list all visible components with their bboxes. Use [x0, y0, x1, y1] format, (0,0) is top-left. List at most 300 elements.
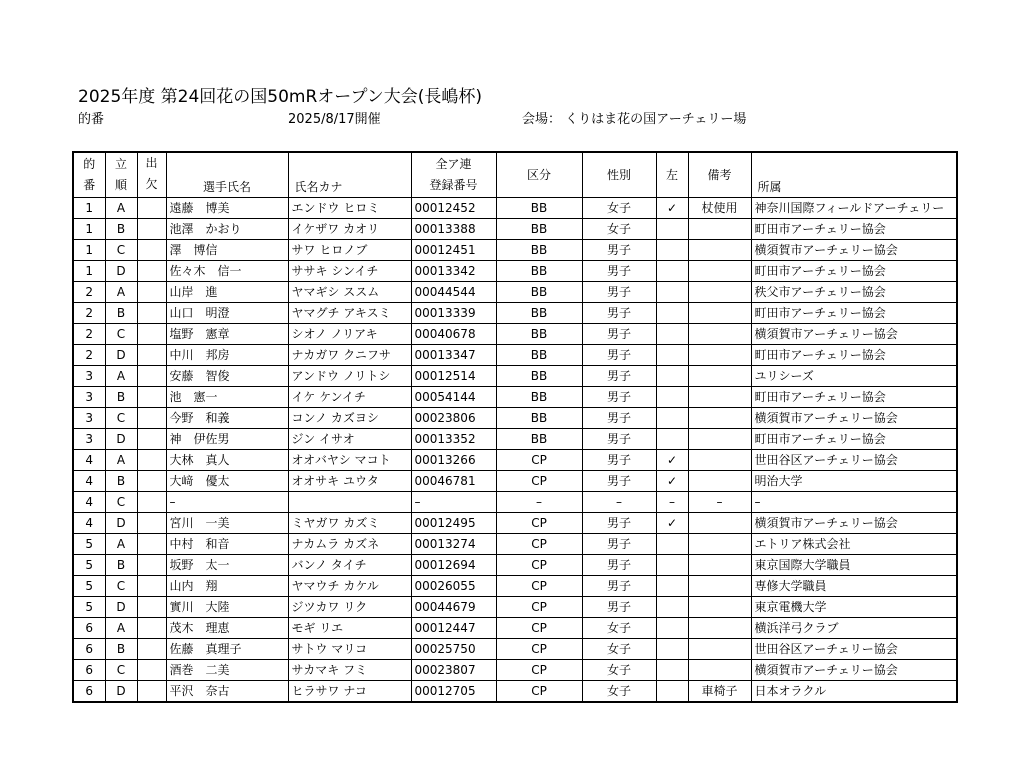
cell-division: CP [496, 513, 582, 534]
cell-reg: 00026055 [411, 576, 496, 597]
cell-left [656, 366, 688, 387]
cell-reg: 00013339 [411, 303, 496, 324]
cell-order: B [105, 303, 137, 324]
cell-club: 明治大学 [751, 471, 957, 492]
cell-name: 遠藤 博美 [166, 198, 288, 219]
cell-order: B [105, 639, 137, 660]
cell-order: C [105, 660, 137, 681]
cell-target: 3 [73, 387, 105, 408]
cell-order: A [105, 198, 137, 219]
cell-target: 3 [73, 408, 105, 429]
cell-absence [137, 429, 166, 450]
cell-absence [137, 387, 166, 408]
cell-absence [137, 345, 166, 366]
table-row [73, 597, 957, 618]
cell-target: 4 [73, 492, 105, 513]
cell-name: – [166, 492, 288, 513]
cell-kana: ヤマギシ ススム [288, 282, 411, 303]
cell-gender: 女子 [582, 198, 656, 219]
cell-note [688, 450, 751, 471]
cell-kana: サトウ マリコ [288, 639, 411, 660]
cell-gender: 男子 [582, 240, 656, 261]
cell-order: C [105, 240, 137, 261]
venue: 会場： くりはま花の国アーチェリー場 [522, 112, 747, 127]
cell-order: D [105, 513, 137, 534]
cell-club: ユリシーズ [751, 366, 957, 387]
cell-club: 横須賀市アーチェリー協会 [751, 513, 957, 534]
cell-reg: 00012447 [411, 618, 496, 639]
cell-target: 1 [73, 198, 105, 219]
cell-name: 實川 大陸 [166, 597, 288, 618]
cell-club: 日本オラクル [751, 681, 957, 703]
cell-target: 6 [73, 660, 105, 681]
cell-division: BB [496, 282, 582, 303]
cell-note [688, 366, 751, 387]
cell-gender: 女子 [582, 219, 656, 240]
cell-note [688, 282, 751, 303]
page-title: 2025年度 第24回花の国50mRオープン大会(長嶋杯) [78, 87, 483, 107]
cell-reg: 00044544 [411, 282, 496, 303]
cell-reg: 00054144 [411, 387, 496, 408]
cell-kana: ミヤガワ カズミ [288, 513, 411, 534]
cell-name: 安藤 智俊 [166, 366, 288, 387]
cell-name: 池 憲一 [166, 387, 288, 408]
cell-left [656, 555, 688, 576]
event-date: 2025/8/17開催 [288, 112, 381, 127]
cell-note [688, 660, 751, 681]
col-note: 備考 [688, 152, 751, 198]
cell-division: CP [496, 576, 582, 597]
cell-target: 5 [73, 597, 105, 618]
cell-left [656, 576, 688, 597]
cell-division: CP [496, 555, 582, 576]
cell-target: 3 [73, 366, 105, 387]
cell-reg: 00013266 [411, 450, 496, 471]
col-absence: 出 欠 [137, 152, 166, 198]
cell-kana: エンドウ ヒロミ [288, 198, 411, 219]
cell-kana: シオノ ノリアキ [288, 324, 411, 345]
cell-order: D [105, 261, 137, 282]
cell-order: A [105, 282, 137, 303]
cell-gender: 男子 [582, 555, 656, 576]
cell-order: B [105, 387, 137, 408]
cell-absence [137, 240, 166, 261]
cell-reg: 00013342 [411, 261, 496, 282]
cell-left [656, 639, 688, 660]
cell-absence [137, 534, 166, 555]
cell-club: 町田市アーチェリー協会 [751, 303, 957, 324]
cell-target: 5 [73, 534, 105, 555]
cell-division: BB [496, 324, 582, 345]
table-row [73, 408, 957, 429]
cell-target: 2 [73, 345, 105, 366]
cell-division: – [496, 492, 582, 513]
cell-reg: 00013388 [411, 219, 496, 240]
cell-note [688, 618, 751, 639]
cell-club: 町田市アーチェリー協会 [751, 345, 957, 366]
cell-gender: 男子 [582, 534, 656, 555]
cell-note [688, 597, 751, 618]
cell-division: CP [496, 450, 582, 471]
cell-order: B [105, 555, 137, 576]
cell-gender: 男子 [582, 513, 656, 534]
cell-gender: 男子 [582, 324, 656, 345]
cell-club: 専修大学職員 [751, 576, 957, 597]
cell-division: BB [496, 261, 582, 282]
cell-gender: 男子 [582, 576, 656, 597]
cell-absence [137, 303, 166, 324]
cell-left [656, 261, 688, 282]
cell-note [688, 408, 751, 429]
cell-kana: オオバヤシ マコト [288, 450, 411, 471]
table-row [73, 366, 957, 387]
cell-note [688, 555, 751, 576]
cell-division: CP [496, 618, 582, 639]
cell-division: CP [496, 639, 582, 660]
cell-name: 今野 和義 [166, 408, 288, 429]
cell-note [688, 219, 751, 240]
cell-left [656, 408, 688, 429]
cell-left [656, 240, 688, 261]
cell-gender: – [582, 492, 656, 513]
cell-gender: 男子 [582, 471, 656, 492]
cell-absence [137, 555, 166, 576]
cell-order: A [105, 450, 137, 471]
cell-club: 町田市アーチェリー協会 [751, 387, 957, 408]
cell-kana [288, 492, 411, 513]
cell-target: 1 [73, 240, 105, 261]
cell-gender: 女子 [582, 639, 656, 660]
cell-order: A [105, 618, 137, 639]
cell-club: 町田市アーチェリー協会 [751, 429, 957, 450]
table-row [73, 240, 957, 261]
cell-left [656, 429, 688, 450]
cell-order: D [105, 597, 137, 618]
cell-left: ✓ [656, 198, 688, 219]
cell-absence [137, 639, 166, 660]
cell-order: D [105, 345, 137, 366]
cell-name: 池澤 かおり [166, 219, 288, 240]
cell-name: 佐藤 真理子 [166, 639, 288, 660]
cell-kana: イケ ケンイチ [288, 387, 411, 408]
cell-target: 4 [73, 513, 105, 534]
table-row [73, 513, 957, 534]
cell-absence [137, 324, 166, 345]
cell-absence [137, 366, 166, 387]
cell-gender: 男子 [582, 282, 656, 303]
cell-kana: ササキ シンイチ [288, 261, 411, 282]
cell-note [688, 303, 751, 324]
cell-club: 神奈川国際フィールドアーチェリー [751, 198, 957, 219]
cell-club: 東京電機大学 [751, 597, 957, 618]
cell-target: 2 [73, 282, 105, 303]
cell-name: 大﨑 優太 [166, 471, 288, 492]
cell-gender: 男子 [582, 429, 656, 450]
cell-absence [137, 450, 166, 471]
table-row [73, 429, 957, 450]
cell-reg: 00013274 [411, 534, 496, 555]
cell-note: – [688, 492, 751, 513]
cell-gender: 女子 [582, 681, 656, 703]
table-row [73, 492, 957, 513]
cell-reg: – [411, 492, 496, 513]
cell-division: CP [496, 597, 582, 618]
table-row [73, 387, 957, 408]
cell-name: 宮川 一美 [166, 513, 288, 534]
cell-reg: 00012694 [411, 555, 496, 576]
cell-target: 5 [73, 555, 105, 576]
cell-target: 6 [73, 681, 105, 703]
cell-gender: 男子 [582, 261, 656, 282]
cell-note [688, 639, 751, 660]
cell-note [688, 387, 751, 408]
cell-division: BB [496, 198, 582, 219]
cell-reg: 00025750 [411, 639, 496, 660]
cell-division: CP [496, 471, 582, 492]
cell-note: 車椅子 [688, 681, 751, 703]
cell-club: 横須賀市アーチェリー協会 [751, 240, 957, 261]
cell-division: CP [496, 534, 582, 555]
cell-kana: ヤマウチ カケル [288, 576, 411, 597]
cell-absence [137, 261, 166, 282]
cell-club: – [751, 492, 957, 513]
cell-reg: 00046781 [411, 471, 496, 492]
cell-target: 2 [73, 324, 105, 345]
cell-left [656, 303, 688, 324]
cell-absence [137, 681, 166, 703]
cell-note [688, 324, 751, 345]
col-club: 所属 [751, 152, 957, 198]
cell-kana: コンノ カズヨシ [288, 408, 411, 429]
cell-left: ✓ [656, 513, 688, 534]
cell-kana: ナカガワ クニフサ [288, 345, 411, 366]
cell-order: B [105, 471, 137, 492]
cell-name: 酒巻 二美 [166, 660, 288, 681]
table-row [73, 345, 957, 366]
cell-club: 横須賀市アーチェリー協会 [751, 408, 957, 429]
cell-division: BB [496, 240, 582, 261]
cell-absence [137, 408, 166, 429]
cell-reg: 00012452 [411, 198, 496, 219]
cell-left: ✓ [656, 471, 688, 492]
cell-division: CP [496, 681, 582, 703]
cell-club: 世田谷区アーチェリー協会 [751, 450, 957, 471]
cell-division: BB [496, 408, 582, 429]
cell-left [656, 597, 688, 618]
cell-absence [137, 492, 166, 513]
cell-target: 2 [73, 303, 105, 324]
cell-order: C [105, 324, 137, 345]
cell-gender: 男子 [582, 366, 656, 387]
cell-division: BB [496, 219, 582, 240]
cell-absence [137, 597, 166, 618]
table-row [73, 681, 957, 703]
table-row [73, 282, 957, 303]
cell-target: 6 [73, 618, 105, 639]
cell-kana: イケザワ カオリ [288, 219, 411, 240]
col-name: 選手氏名 [166, 152, 288, 198]
cell-left [656, 324, 688, 345]
cell-division: CP [496, 660, 582, 681]
cell-reg: 00012451 [411, 240, 496, 261]
cell-left [656, 618, 688, 639]
cell-order: A [105, 534, 137, 555]
cell-gender: 女子 [582, 618, 656, 639]
col-kana: 氏名カナ [288, 152, 411, 198]
cell-name: 茂木 理恵 [166, 618, 288, 639]
table-row [73, 303, 957, 324]
cell-club: エトリア株式会社 [751, 534, 957, 555]
cell-order: A [105, 366, 137, 387]
cell-left [656, 219, 688, 240]
cell-reg: 00023807 [411, 660, 496, 681]
col-order: 立 順 [105, 152, 137, 198]
cell-note [688, 471, 751, 492]
table-row [73, 471, 957, 492]
cell-club: 世田谷区アーチェリー協会 [751, 639, 957, 660]
cell-gender: 男子 [582, 387, 656, 408]
cell-absence [137, 513, 166, 534]
cell-club: 横須賀市アーチェリー協会 [751, 660, 957, 681]
table-row [73, 198, 957, 219]
cell-club: 町田市アーチェリー協会 [751, 261, 957, 282]
cell-kana: ヒラサワ ナコ [288, 681, 411, 703]
cell-note [688, 345, 751, 366]
cell-note [688, 429, 751, 450]
cell-note [688, 534, 751, 555]
cell-name: 山岸 進 [166, 282, 288, 303]
col-reg: 全ア連 登録番号 [411, 152, 496, 198]
cell-absence [137, 618, 166, 639]
table-row [73, 324, 957, 345]
cell-target: 4 [73, 450, 105, 471]
cell-order: B [105, 219, 137, 240]
table-row [73, 450, 957, 471]
cell-note: 杖使用 [688, 198, 751, 219]
cell-left: – [656, 492, 688, 513]
roster-table [72, 151, 958, 703]
table-header-row [73, 152, 957, 198]
cell-target: 6 [73, 639, 105, 660]
cell-kana: モギ リエ [288, 618, 411, 639]
cell-kana: アンドウ ノリトシ [288, 366, 411, 387]
cell-kana: ヤマグチ アキスミ [288, 303, 411, 324]
cell-order: C [105, 492, 137, 513]
cell-order: D [105, 429, 137, 450]
cell-gender: 男子 [582, 303, 656, 324]
col-division: 区分 [496, 152, 582, 198]
cell-kana: サカマキ フミ [288, 660, 411, 681]
cell-division: BB [496, 429, 582, 450]
cell-club: 東京国際大学職員 [751, 555, 957, 576]
col-gender: 性別 [582, 152, 656, 198]
cell-target: 5 [73, 576, 105, 597]
cell-order: C [105, 408, 137, 429]
table-row [73, 261, 957, 282]
cell-name: 中川 邦房 [166, 345, 288, 366]
table-row [73, 576, 957, 597]
cell-note [688, 576, 751, 597]
cell-name: 神 伊佐男 [166, 429, 288, 450]
cell-reg: 00040678 [411, 324, 496, 345]
cell-gender: 男子 [582, 408, 656, 429]
cell-left [656, 345, 688, 366]
cell-reg: 00013352 [411, 429, 496, 450]
col-left: 左 [656, 152, 688, 198]
cell-absence [137, 198, 166, 219]
cell-club: 町田市アーチェリー協会 [751, 219, 957, 240]
cell-club: 横浜洋弓クラブ [751, 618, 957, 639]
cell-gender: 男子 [582, 597, 656, 618]
cell-gender: 女子 [582, 660, 656, 681]
cell-kana: ジツカワ リク [288, 597, 411, 618]
col-target: 的 番 [73, 152, 105, 198]
table-row [73, 219, 957, 240]
cell-reg: 00023806 [411, 408, 496, 429]
table-row [73, 660, 957, 681]
cell-absence [137, 219, 166, 240]
cell-gender: 男子 [582, 450, 656, 471]
cell-left [656, 681, 688, 703]
target-label: 的番 [78, 112, 105, 127]
cell-left [656, 534, 688, 555]
cell-gender: 男子 [582, 345, 656, 366]
cell-reg: 00012514 [411, 366, 496, 387]
cell-name: 坂野 太一 [166, 555, 288, 576]
cell-name: 山内 翔 [166, 576, 288, 597]
cell-name: 大林 真人 [166, 450, 288, 471]
cell-left [656, 387, 688, 408]
cell-absence [137, 660, 166, 681]
cell-note [688, 240, 751, 261]
table-row [73, 555, 957, 576]
cell-absence [137, 282, 166, 303]
cell-reg: 00012495 [411, 513, 496, 534]
cell-kana: バンノ タイチ [288, 555, 411, 576]
cell-target: 3 [73, 429, 105, 450]
cell-kana: ナカムラ カズネ [288, 534, 411, 555]
cell-absence [137, 471, 166, 492]
cell-reg: 00044679 [411, 597, 496, 618]
cell-target: 1 [73, 261, 105, 282]
cell-absence [137, 576, 166, 597]
table-row [73, 534, 957, 555]
cell-division: BB [496, 387, 582, 408]
cell-division: BB [496, 345, 582, 366]
cell-order: D [105, 681, 137, 703]
cell-order: C [105, 576, 137, 597]
cell-name: 山口 明澄 [166, 303, 288, 324]
cell-left [656, 282, 688, 303]
cell-target: 4 [73, 471, 105, 492]
cell-kana: ジン イサオ [288, 429, 411, 450]
cell-division: BB [496, 303, 582, 324]
table-row [73, 639, 957, 660]
table-row [73, 618, 957, 639]
cell-left [656, 660, 688, 681]
cell-club: 横須賀市アーチェリー協会 [751, 324, 957, 345]
cell-left: ✓ [656, 450, 688, 471]
cell-target: 1 [73, 219, 105, 240]
cell-name: 塩野 憲章 [166, 324, 288, 345]
cell-division: BB [496, 366, 582, 387]
cell-reg: 00013347 [411, 345, 496, 366]
cell-note [688, 261, 751, 282]
cell-name: 佐々木 信一 [166, 261, 288, 282]
cell-name: 澤 博信 [166, 240, 288, 261]
cell-name: 平沢 奈古 [166, 681, 288, 703]
cell-club: 秩父市アーチェリー協会 [751, 282, 957, 303]
